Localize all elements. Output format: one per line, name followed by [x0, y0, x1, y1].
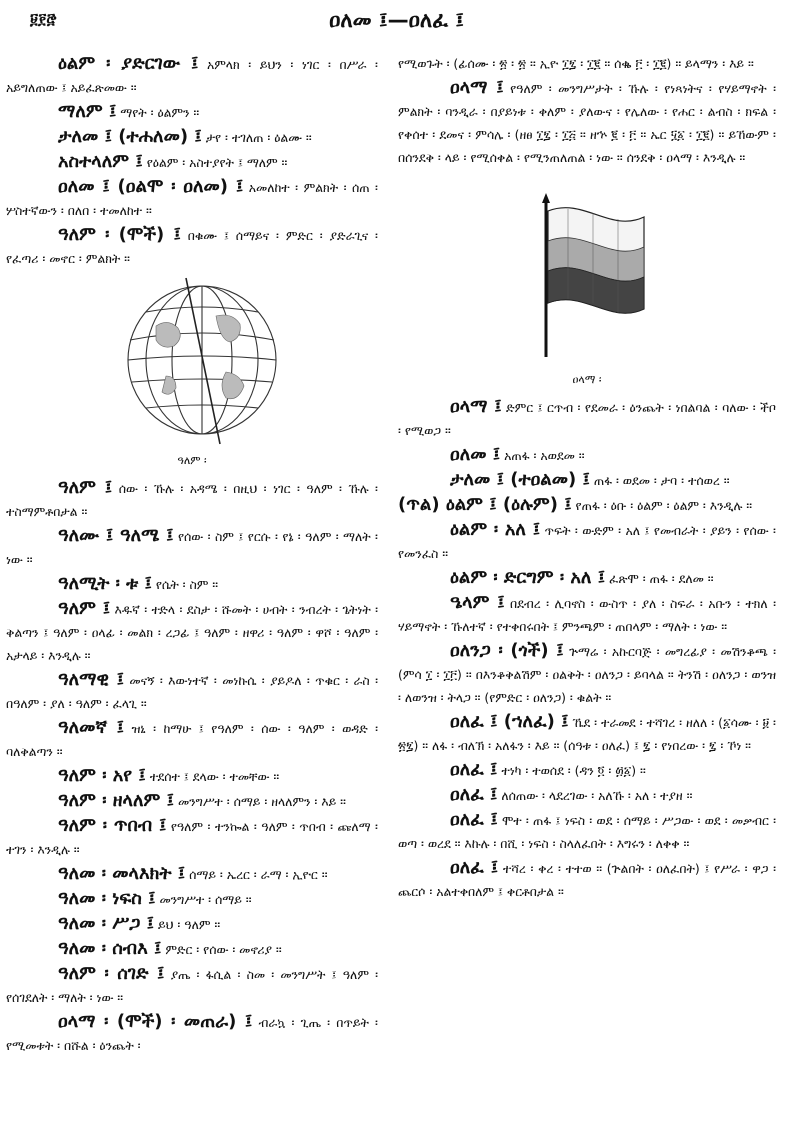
dictionary-entry — [398, 443, 776, 467]
dictionary-entry — [398, 493, 776, 517]
dictionary-entry — [398, 639, 776, 709]
definition: ይህ ፡ ዓለም ። — [158, 917, 221, 932]
headword: ዕልም ፡ ድርግም ፡ አለ ፤ — [450, 567, 606, 588]
definition: መንግሥተ ፡ ሰማይ ። — [159, 892, 252, 907]
dictionary-entry — [6, 476, 378, 523]
headword: ታለመ ፤ (ተሐለመ) ፤ — [58, 126, 202, 147]
headword: ታለመ ፤ (ተዐልመ) ፤ — [450, 469, 590, 490]
dictionary-entry — [398, 468, 776, 492]
globe-figure — [6, 276, 378, 472]
entries-top — [398, 52, 776, 169]
definition: ጕማሬ ፡ አኩርባጅ ፡ መግረፊያ ፡ መሽንቆጫ ፡ (ምሳ ፲ ፡ ፲፫) ። በእንቆቅልሽም ፡ ዐልቅት ፡ ዐለንጋ ፡ ይባላል ። ትንሽ ፡ ዐለንጋ ፡ ወንዝ ፡ ለወንዝ ፡ ትላጋ ። (የምድር ፡ ዐለንጋ) ፡ ቁልት ። — [398, 644, 776, 705]
definition: ኼደ ፡ ተራመደ ፡ ተሻገረ ፡ ዘለለ ፡ (፩ሳሙ ፡ ፱ ፡ ፳፯) ። ለፋ ፡ ብለኽ ፡ አለፋን ፡ እይ ። (ሰዓቱ ፡ ዐለፈ) ፤ ፯ ፡ የነበረው ፡ ፯ ፡ ኾነ ። — [398, 715, 776, 753]
headword: ዐለመ ፤ — [450, 444, 501, 465]
definition: አመለከተ ፡ ምልክት ፡ ሰጠ ፡ ሦስተኛውን ፡ በለበ ፡ ተመለከተ ። — [6, 180, 378, 218]
dictionary-entry — [6, 223, 378, 270]
page-number: ፱፻፸ — [30, 10, 57, 28]
headword: ዓለም ፡ ዘላለም ፤ — [58, 790, 175, 811]
dictionary-entry — [6, 175, 378, 222]
headword: ዐለፈ ፤ — [450, 809, 498, 830]
entries-bottom — [398, 395, 776, 903]
headword: ዓለም ፡ ሰገድ ፤ — [58, 963, 165, 984]
headword: ዕልም ፡ ያድርገው ፤ — [58, 53, 199, 74]
headword: አስተላለም ፤ — [58, 151, 143, 172]
dictionary-entry — [6, 572, 378, 596]
headword: ዓለመኛ ፤ — [58, 717, 125, 738]
dictionary-entry — [6, 887, 378, 911]
headword: ዓለም ፡ ጥበብ ፤ — [58, 815, 167, 836]
definition: ተሻረ ፡ ቀረ ፡ ተተወ ። (ጕልበት ፡ ዐለፈበት) ፤ የሥራ ፡ ዋጋ ፡ ጨርሶ ፡ አልተቀበለም ፤ ቀርቶበታል ። — [398, 861, 776, 899]
flag-caption: ዐላማ ፡ — [572, 373, 602, 386]
headword: ዓለም ፤ — [58, 477, 113, 498]
headword: ዓለማዊ ፤ — [58, 669, 124, 690]
headword: ዓለመ ፡ ሰብእ ፤ — [58, 938, 162, 959]
headword: (ጥል) ዕልም ፤ (ዕሉም) ፤ — [398, 494, 572, 515]
definition: ምድር ፡ የሰው ፡ መኖሪያ ። — [165, 942, 282, 957]
headword: ዐላማ ፤ — [450, 77, 504, 98]
headword: ዓለሚት ፡ ቱ ፤ — [58, 573, 152, 594]
definition: የዓለም ፡ ተንኰል ፡ ዓለም ፡ ጥበብ ፡ ጩለማ ፡ ተገን ፡ እንዲሉ ። — [6, 819, 378, 857]
dictionary-entry — [398, 783, 776, 807]
dictionary-entry — [398, 758, 776, 782]
dictionary-entry — [6, 1010, 378, 1057]
definition: የሚወጉት ፡ (ፊሰሙ ፡ ፳ ፡ ፳ ። ኢዮ ፲፯ ፡ ፲፪ ። ሰቈ ፫ ፡ ፲፪) ። ይላማን ፡ እይ ። — [398, 56, 754, 71]
headword: ዐለፈ ፤ — [450, 759, 498, 780]
headword: ዔላም ፤ — [450, 592, 505, 613]
dictionary-entry — [6, 524, 378, 571]
headword: ዐለንጋ ፡ (ጎች) ፤ — [450, 640, 564, 661]
dictionary-entry — [6, 937, 378, 961]
definition: ያጤ ፡ ፋሲል ፡ ስመ ፡ መንግሥት ፤ ዓለም ፡ የሰገደለት ፡ ማለት ፡ ነው ። — [6, 967, 378, 1005]
dictionary-entry — [398, 856, 776, 903]
dictionary-entry — [398, 808, 776, 855]
definition: ብራኳ ፡ ጊጤ ፡ በጥይት ፡ የሚመቱት ፡ በሹል ፡ ዕንጨት ፡ — [6, 1015, 378, 1053]
definition: ዝኒ ፡ ከማሁ ፤ የዓለም ፡ ሰው ፡ ዓለም ፡ ወዳድ ፡ ባለቅልጣን ። — [6, 721, 378, 759]
definition: የሰው ፡ ስም ፤ የርሱ ፡ የኔ ፡ ዓለም ፡ ማለት ፡ ነው ። — [6, 529, 378, 567]
dictionary-entry — [398, 591, 776, 638]
dictionary-entry — [6, 716, 378, 763]
definition: ጠፋ ፡ ወደመ ፡ ታባ ፡ ተሰወረ ። — [593, 473, 730, 488]
dictionary-entry — [6, 668, 378, 715]
globe-caption: ዓለም ፡ — [177, 454, 207, 467]
headword: ዐላማ ፤ — [450, 396, 502, 417]
dictionary-entry — [398, 395, 776, 442]
definition: ሰማይ ፡ ኤረር ፡ ራማ ፡ ኢዮር ። — [189, 867, 328, 882]
dictionary-entry — [398, 518, 776, 565]
definition: ለሰጠው ፡ ላደረገው ፡ አለኹ ፡ አለ ፡ ተያዘ ። — [501, 788, 693, 803]
entries-top — [6, 52, 378, 270]
right-column — [398, 52, 776, 903]
headword: ማለም ፤ — [58, 101, 117, 122]
page-header — [0, 0, 793, 44]
definition: ታየ ፡ ተገለጠ ፡ ዕልሙ ። — [205, 130, 312, 145]
dictionary-entry — [6, 912, 378, 936]
dictionary-entry — [6, 150, 378, 174]
running-head: ዐለመ ፤—ዐለፈ ፤ — [329, 8, 464, 32]
dictionary-entry — [6, 597, 378, 667]
definition: ጥፍት ፡ ውድም ፡ አለ ፤ የመብራት ፡ ያይን ፡ የሰው ፡ የመንፈስ ። — [398, 523, 776, 561]
dictionary-entry — [6, 764, 378, 788]
dictionary-entry — [6, 789, 378, 813]
headword: ዓለም ፡ (ሞች) ፤ — [58, 224, 181, 245]
globe-illustration — [6, 276, 378, 446]
headword: ዓለም ፡ አየ ፤ — [58, 765, 146, 786]
dictionary-entry — [6, 862, 378, 886]
definition: የጠፋ ፡ ዕቡ ፡ ዕልም ፡ ዕልም ፡ እንዲሉ ። — [575, 498, 753, 513]
dictionary-entry — [6, 52, 378, 99]
dictionary-entry — [398, 710, 776, 757]
headword: ዐለፈ ፤ — [450, 784, 498, 805]
dictionary-entry — [6, 125, 378, 149]
headword: ዐለፈ ፤ (ኀለፈ) ፤ — [450, 711, 569, 732]
definition: እዱኛ ፡ ተድላ ፡ ደስታ ፡ ሹመት ፡ ሀብት ፡ ንብረት ፡ ጌትነት ፡ ቅልጣን ፤ ዓለም ፡ ዐላፊ ፡ መልክ ፡ ረጋፊ ፤ ዓለም ፡ ዘዋሪ ፡ ዓለም ፡ ዋሾ ፡ ዓለም ፡ አታላይ ፡ እንዲሉ ። — [6, 602, 378, 663]
dictionary-entry — [6, 100, 378, 124]
dictionary-entry — [398, 566, 776, 590]
dictionary-entry — [6, 962, 378, 1009]
definition: ማየት ፡ ዕልምን ። — [120, 105, 200, 120]
definition: ተደሰተ ፤ ደላው ፡ ተመቸው ። — [149, 769, 280, 784]
headword: ዓለሙ ፤ ዓለሜ ፤ — [58, 525, 174, 546]
definition: አምላክ ፡ ይህን ፡ ነገር ፡ በሥራ ፡ አይግለጠው ፤ አይፈጽመው ። — [6, 57, 378, 95]
definition: አጠፋ ፡ አወደመ ። — [504, 448, 585, 463]
definition: ሞተ ፡ ጠፋ ፤ ነፍስ ፡ ወደ ፡ ሰማይ ፡ ሥጋው ፡ ወደ ፡ መቃብር ፡ ወጣ ፡ ወረደ ። እኩሉ ፡ በሺ ፡ ነፍስ ፡ ስላለፈበት ፡ እግሩን ፡ ለቀቀ ። — [398, 813, 776, 851]
headword: ዓለመ ፡ ነፍስ ፤ — [58, 888, 156, 909]
definition: መንግሥተ ፡ ሰማይ ፡ ዘላለምን ፡ እይ ። — [177, 794, 346, 809]
definition: የዕልም ፡ አስተያየት ፤ ማለም ። — [146, 155, 288, 170]
definition: ድምር ፤ ርጥብ ፡ የደመራ ፡ ዕንጨት ፡ ነበልባል ፡ ባለው ፡ ችቦ ፡ የሚወጋ ። — [398, 400, 776, 438]
definition: በደብረ ፡ ሊባኖስ ፡ ውስጥ ፡ ያለ ፡ ስፍራ ፡ አቡን ፡ ተክለ ፡ ሃይማኖት ፡ ኹለተኛ ፡ የተቀበሩበት ፤ ምንጫም ፡ ጠበላም ፡ ማለት ፡ ነው ። — [398, 596, 776, 634]
headword: ዐላማ ፡ (ሞች) ፡ መጠራ) ፤ — [58, 1011, 253, 1032]
dictionary-entry — [6, 814, 378, 861]
headword: ዐለመ ፤ (ዐልሞ ፡ ዐለመ) ፤ — [58, 176, 244, 197]
definition: የዓለም ፡ መንግሥታት ፡ ኹሉ ፡ የነጻነትና ፡ የሃይማኖት ፡ ምልክት ፡ ባንዲራ ፡ በያይነቱ ፡ ቀለም ፡ ያለውና ፡ የሌለው ፡ የሐር ፡ ልብስ ፡ ክፍል ፡ የቀሰተ ፡ ደመና ፡ ምሳሌ ፡ (ዘፀ ፲፯ ፡ ፲፭ ። ዘኍ ፪ ፡ ፫ ። ኤር ፶፩ ፡ ፲፪) ። ይኸውም ፡ በሰንደቅ ፡ ላይ ፡ የሚሰቀል ፡ የሚንጠለጠል ፡ ነው ። ሰንደቅ ፡ ዐላማ ፡ እንዲሉ ። — [398, 81, 776, 165]
definition: ሰው ፡ ኹሉ ፡ አዳሜ ፡ በዚህ ፡ ነገር ፡ ዓለም ፡ ኹሉ ፡ ተስማምቶበታል ። — [6, 481, 378, 519]
headword: ዓለመ ፡ ሥጋ ፤ — [58, 913, 155, 934]
headword: ዓለም ፤ — [58, 598, 111, 619]
headword: ዓለመ ፡ መላእክት ፤ — [58, 863, 186, 884]
definition: የሴት ፡ ስም ። — [155, 577, 219, 592]
headword: ዐለፈ ፤ — [450, 857, 499, 878]
dictionary-entry-continued — [398, 52, 776, 75]
definition: ፈጽሞ ፡ ጠፋ ፡ ደለመ ። — [609, 571, 714, 586]
definition: በቁሙ ፤ ሰማይና ፡ ምድር ፡ ያድራጊና ፡ የፈጣሪ ፡ መኖር ፡ ምልክት ። — [6, 228, 378, 266]
definition: መናኝ ፡ እውነተኛ ፡ መነኩሴ ፡ ያይዶለ ፡ ጥቁር ፡ ራስ ፡ በዓለም ፡ ያለ ፡ ዓለም ፡ ፈላጊ ። — [6, 673, 378, 711]
flag-figure — [398, 191, 776, 391]
definition: ተነካ ፡ ተወሰደ ፡ (ዳን ፬ ፡ ፴፩) ። — [501, 763, 646, 778]
flag-illustration — [398, 191, 776, 361]
headword: ዕልም ፡ አለ ፤ — [450, 519, 541, 540]
dictionary-entry — [398, 76, 776, 169]
entries-bottom — [6, 476, 378, 1057]
left-column — [6, 52, 378, 1057]
